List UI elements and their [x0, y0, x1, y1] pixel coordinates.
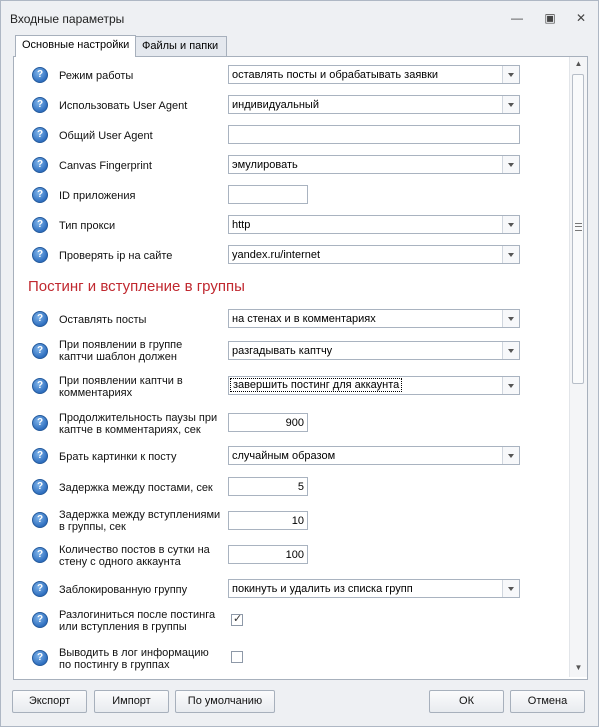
captcha-group-label: При появлении в группе каптчи шаблон должен	[59, 339, 183, 363]
proxy-select[interactable]	[228, 215, 520, 234]
mode-select[interactable]	[228, 65, 520, 84]
chevron-down-icon[interactable]	[502, 246, 519, 263]
scroll-up-icon[interactable]: ▲	[574, 59, 583, 68]
pictures-value: случайным образом	[232, 450, 336, 462]
window-title: Входные параметры	[10, 12, 125, 26]
captcha-comments-value: завершить постинг для аккаунта	[233, 379, 400, 391]
help-icon[interactable]: ?	[32, 97, 48, 113]
minimize-icon[interactable]: —	[511, 11, 523, 25]
ok-button[interactable]: ОК	[429, 690, 504, 713]
help-icon[interactable]: ?	[32, 157, 48, 173]
canvas-label: Canvas Fingerprint	[59, 160, 152, 172]
restore-icon[interactable]: ▣	[544, 11, 556, 25]
check-ip-label: Проверять ip на сайте	[59, 250, 173, 262]
help-icon[interactable]: ?	[32, 479, 48, 495]
help-icon[interactable]: ?	[32, 67, 48, 83]
scroll-down-icon[interactable]: ▼	[574, 663, 583, 672]
chevron-down-icon[interactable]	[502, 580, 519, 597]
cancel-button[interactable]: Отмена	[510, 690, 585, 713]
leave-posts-label: Оставлять посты	[59, 314, 147, 326]
close-icon[interactable]: ✕	[575, 11, 587, 25]
proxy-value: http	[232, 219, 251, 231]
common-ua-input[interactable]	[228, 125, 520, 144]
import-button[interactable]: Импорт	[94, 690, 169, 713]
check-ip-value: yandex.ru/internet	[232, 249, 321, 261]
post-delay-label: Задержка между постами, сек	[59, 482, 213, 494]
default-button[interactable]: По умолчанию	[175, 690, 275, 713]
pause-duration-input[interactable]: 900	[228, 413, 308, 432]
chevron-down-icon[interactable]	[502, 377, 519, 394]
help-icon[interactable]: ?	[32, 612, 48, 628]
scrollbar-thumb[interactable]	[572, 74, 584, 384]
mode-label: Режим работы	[59, 70, 134, 82]
blocked-group-select[interactable]	[228, 579, 520, 598]
chevron-down-icon[interactable]	[502, 66, 519, 83]
join-delay-label: Задержка между вступлениями в группы, сек	[59, 509, 221, 533]
help-icon[interactable]: ?	[32, 187, 48, 203]
post-delay-input[interactable]: 5	[228, 477, 308, 496]
help-icon[interactable]: ?	[32, 247, 48, 263]
settings-panel	[13, 56, 588, 680]
section-title: Постинг и вступление в группы	[28, 278, 245, 295]
chevron-down-icon[interactable]	[502, 96, 519, 113]
proxy-label: Тип прокси	[59, 220, 116, 232]
tab-files-folders[interactable]: Файлы и папки	[135, 36, 227, 56]
join-delay-input[interactable]: 10	[228, 511, 308, 530]
chevron-down-icon[interactable]	[502, 310, 519, 327]
check-ip-select[interactable]	[228, 245, 520, 264]
use-ua-select[interactable]	[228, 95, 520, 114]
chevron-down-icon[interactable]	[502, 342, 519, 359]
pictures-select[interactable]	[228, 446, 520, 465]
common-ua-label: Общий User Agent	[59, 130, 153, 142]
app-id-label: ID приложения	[59, 190, 136, 202]
help-icon[interactable]: ?	[32, 343, 48, 359]
captcha-comments-label: При появлении каптчи в комментариях	[59, 375, 183, 399]
pause-duration-label: Продолжительность паузы при каптче в комментариях, сек	[59, 412, 218, 436]
logout-label: Разлогиниться после постинга или вступления в группы	[59, 609, 216, 633]
blocked-group-value: покинуть и удалить из списка групп	[232, 583, 413, 595]
posts-per-day-label: Количество постов в сутки на стену с одного аккаунта	[59, 544, 210, 568]
use-ua-label: Использовать User Agent	[59, 100, 188, 112]
posts-per-day-input[interactable]: 100	[228, 545, 308, 564]
logout-checkbox[interactable]	[231, 614, 243, 626]
leave-posts-select[interactable]	[228, 309, 520, 328]
check-icon: ✓	[233, 613, 243, 625]
help-icon[interactable]: ?	[32, 127, 48, 143]
blocked-group-label: Заблокированную группу	[59, 584, 188, 596]
captcha-group-value: разгадывать каптчу	[232, 345, 333, 357]
leave-posts-value: на стенах и в комментариях	[232, 313, 376, 325]
title-bar[interactable]	[1, 1, 598, 35]
help-icon[interactable]: ?	[32, 581, 48, 597]
help-icon[interactable]: ?	[32, 650, 48, 666]
help-icon[interactable]: ?	[32, 415, 48, 431]
help-icon[interactable]: ?	[32, 512, 48, 528]
log-info-checkbox[interactable]	[231, 651, 243, 663]
chevron-down-icon[interactable]	[502, 447, 519, 464]
pictures-label: Брать картинки к посту	[59, 451, 177, 463]
chevron-down-icon[interactable]	[502, 216, 519, 233]
export-button[interactable]: Экспорт	[12, 690, 87, 713]
help-icon[interactable]: ?	[32, 311, 48, 327]
grip-icon	[575, 223, 582, 231]
captcha-group-select[interactable]	[228, 341, 520, 360]
canvas-select[interactable]	[228, 155, 520, 174]
help-icon[interactable]: ?	[32, 448, 48, 464]
app-id-input[interactable]	[228, 185, 308, 204]
captcha-comments-select[interactable]	[228, 376, 520, 395]
mode-value: оставлять посты и обрабатывать заявки	[232, 69, 439, 81]
canvas-value: эмулировать	[232, 159, 298, 171]
chevron-down-icon[interactable]	[502, 156, 519, 173]
help-icon[interactable]: ?	[32, 547, 48, 563]
log-info-label: Выводить в лог информацию по постингу в группах	[59, 647, 209, 671]
use-ua-value: индивидуальный	[232, 99, 319, 111]
vertical-scrollbar[interactable]	[569, 57, 587, 677]
help-icon[interactable]: ?	[32, 378, 48, 394]
help-icon[interactable]: ?	[32, 217, 48, 233]
tab-main-settings[interactable]: Основные настройки	[15, 35, 136, 57]
